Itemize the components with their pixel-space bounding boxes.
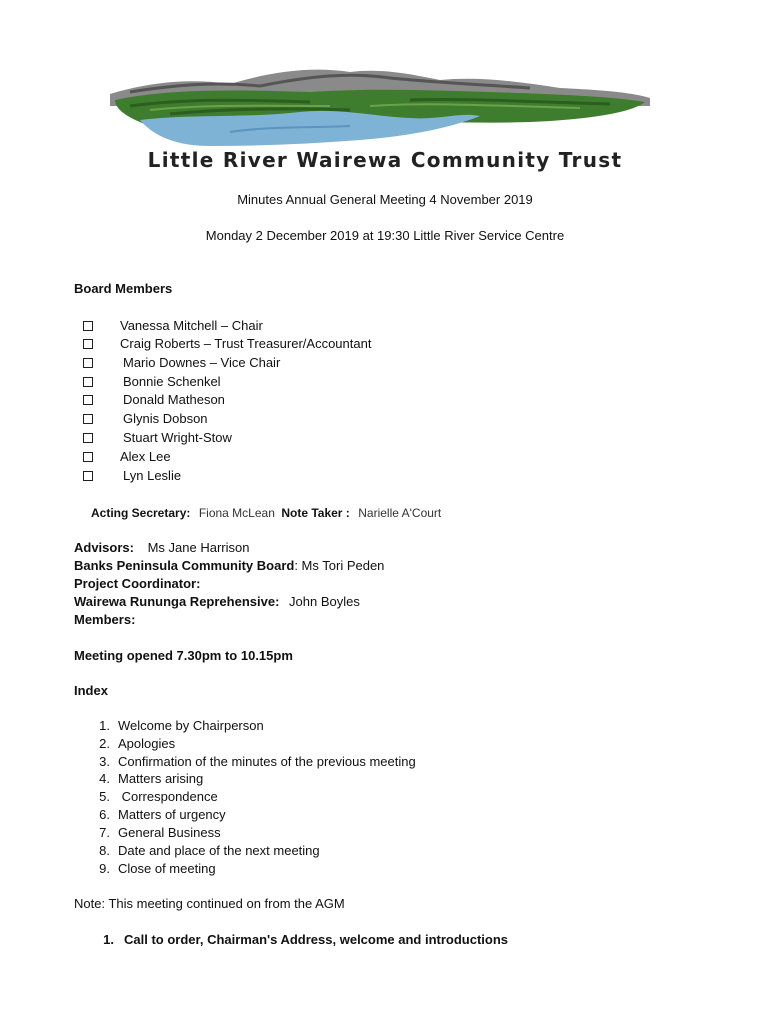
index-item: 4. Matters arising: [99, 771, 204, 786]
community-board-line: [74, 558, 384, 573]
checkbox-icon[interactable]: [83, 377, 93, 387]
advisors-line: [74, 540, 249, 555]
checkbox-icon[interactable]: [83, 321, 93, 331]
runanga-label: Wairewa Rununga Reprehensive:: [74, 594, 280, 609]
index-item: 6. Matters of urgency: [99, 807, 226, 822]
index-item: 3. Confirmation of the minutes of the previous meeting: [99, 754, 416, 769]
note-taker-label: Note Taker :: [281, 506, 350, 520]
checkbox-icon[interactable]: [83, 452, 93, 462]
checkbox-icon[interactable]: [83, 395, 93, 405]
index-heading: Index: [74, 683, 108, 698]
acting-secretary-label: Acting Secretary:: [91, 506, 191, 520]
index-item: 1. Welcome by Chairperson: [99, 718, 264, 733]
index-item: 8. Date and place of the next meeting: [99, 843, 320, 858]
index-item: 2. Apologies: [99, 736, 176, 751]
community-board-name: : Ms Tori Peden: [294, 558, 385, 573]
acting-secretary-name: Fiona McLean: [198, 506, 275, 520]
index-item: 7. General Business: [99, 825, 221, 840]
advisors-name: Ms Jane Harrison: [147, 540, 250, 555]
section-number: 1.: [103, 932, 114, 947]
meeting-opened: Meeting opened 7.30pm to 10.15pm: [74, 648, 293, 663]
note-taker-name: Narielle A'Court: [358, 506, 442, 520]
meeting-note: Note: This meeting continued on from the AGM: [74, 896, 345, 911]
section-heading: [100, 932, 540, 950]
meeting-details: Monday 2 December 2019 at 19:30 Little River Service Centre: [205, 228, 565, 243]
checkbox-icon[interactable]: [83, 339, 93, 349]
advisors-label: Advisors:: [74, 540, 134, 555]
org-title: Little River Wairewa Community Trust: [147, 148, 623, 172]
board-members-heading: Board Members: [74, 281, 173, 296]
runanga-line: [74, 594, 360, 609]
section-title: Call to order, Chairman's Address, welcome and introductions: [124, 932, 509, 947]
community-board-label: Banks Peninsula Community Board: [74, 558, 295, 573]
checkbox-icon[interactable]: [83, 414, 93, 424]
checkbox-icon[interactable]: [83, 358, 93, 368]
members-label: Members:: [74, 612, 136, 627]
minutes-title: Minutes Annual General Meeting 4 November 2019: [237, 192, 533, 207]
checkbox-icon[interactable]: [83, 471, 93, 481]
index-item: 9. Close of meeting: [99, 861, 216, 876]
checkbox-icon[interactable]: [83, 433, 93, 443]
acting-secretary-line: [91, 504, 441, 522]
trust-logo: [110, 62, 650, 158]
index-item: 5. Correspondence: [99, 789, 218, 804]
project-coordinator-label: Project Coordinator:: [74, 576, 201, 591]
runanga-name: John Boyles: [289, 594, 360, 609]
